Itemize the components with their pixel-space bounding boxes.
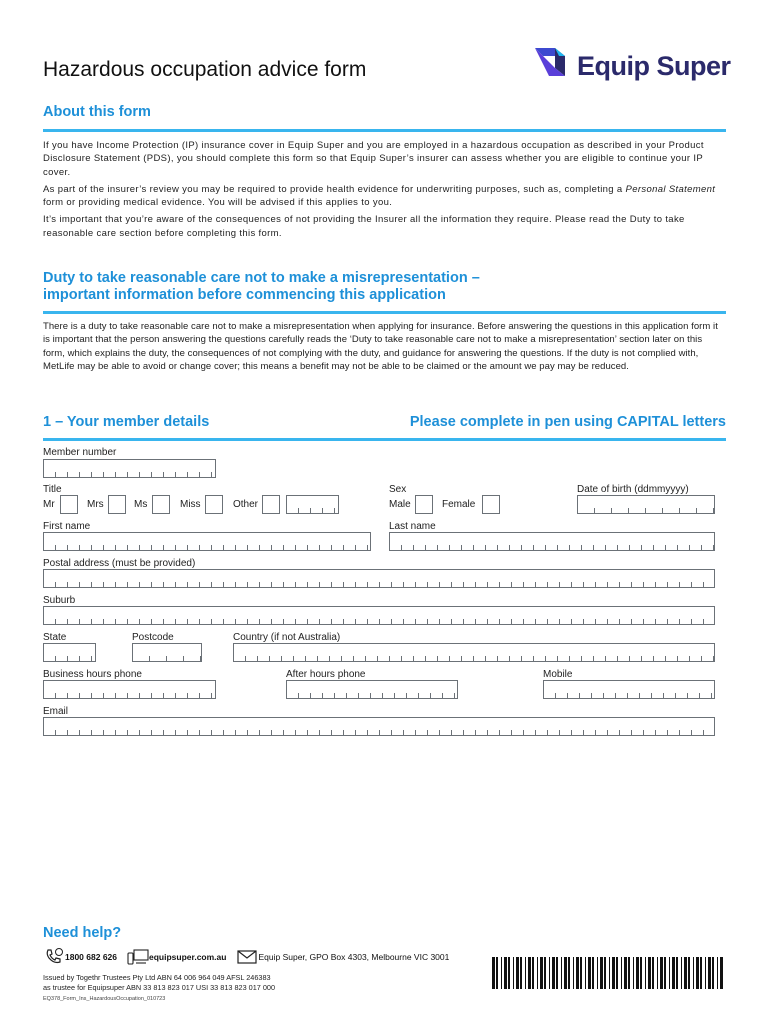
equip-super-logo	[535, 48, 731, 84]
first-name-label: First name	[43, 521, 91, 532]
other-title-input[interactable]	[286, 495, 339, 514]
male-label: Male	[389, 499, 411, 510]
section-1-heading: 1 – Your member details	[43, 414, 210, 430]
dob-input[interactable]	[577, 495, 715, 514]
member-number-input[interactable]	[43, 459, 216, 478]
devices-icon	[127, 948, 149, 966]
dob-label: Date of birth (ddmmyyyy)	[577, 484, 689, 495]
mail-icon	[236, 948, 258, 966]
contact-row	[43, 947, 449, 967]
member-number-label: Member number	[43, 447, 117, 458]
postcode-input[interactable]	[132, 643, 202, 662]
mrs-checkbox[interactable]	[108, 495, 126, 514]
postal-address-label: Postal address (must be provided)	[43, 558, 196, 569]
title-label: Title	[43, 484, 62, 495]
mobile-label: Mobile	[543, 669, 573, 680]
postal-address-input[interactable]	[43, 569, 715, 588]
business-phone-input[interactable]	[43, 680, 216, 699]
state-label: State	[43, 632, 67, 643]
about-paragraph-1: If you have Income Protection (IP) insurance cover in Equip Super and you are employed in a hazardous occupation as described in your Product Disclosure Statement (PDS), you should complete this form so that Equip Super’s insurer can assess whether you are eligible to continue your IP cover.	[43, 140, 704, 178]
postal-contact-address: Equip Super, GPO Box 4303, Melbourne VIC 3001	[258, 952, 450, 962]
postcode-label: Postcode	[132, 632, 174, 643]
email-input[interactable]	[43, 717, 715, 736]
about-text	[43, 139, 726, 244]
male-checkbox[interactable]	[415, 495, 433, 514]
last-name-input[interactable]	[389, 532, 715, 551]
duty-heading: Duty to take reasonable care not to make a misrepresentation – important information before commencing this application	[43, 270, 480, 303]
mr-label: Mr	[43, 499, 55, 510]
issued-by-line-1: Issued by Togethr Trustees Pty Ltd ABN 64 006 964 049 AFSL 246383	[43, 973, 271, 982]
sex-label: Sex	[389, 484, 407, 495]
email-label: Email	[43, 706, 69, 717]
after-hours-phone-input[interactable]	[286, 680, 458, 699]
need-help-heading: Need help?	[43, 925, 122, 941]
duty-text: There is a duty to take reasonable care not to make a misrepresentation when applying for insurance. Before answering the questions in this application form it is important that the person answering the questions carefully reads the ‘Duty to take reasonable care not to make a misrepresentation’ section later on this form, which explains the duty, the consequences of not complying with the duty, and guidance for answering the questions. If the duty is not complied with, MetLife may be able to avoid or change cover; this means a benefit may not be able to be claimed or the amount we pay may be reduced.	[43, 321, 718, 372]
capital-letters-note: Please complete in pen using CAPITAL letters	[409, 414, 726, 430]
website-link[interactable]: equipsuper.com.au	[149, 952, 227, 962]
about-paragraph-2: As part of the insurer’s review you may be required to provide health evidence for underwriting purposes, such as, completing a Personal Statement form or providing medical evidence. You will be advised if this applies to you.	[43, 183, 716, 209]
issued-by-line-2: as trustee for Equipsuper ABN 33 813 823 017 USI 33 813 823 017 000	[43, 983, 276, 992]
divider	[43, 311, 726, 314]
mr-checkbox[interactable]	[60, 495, 78, 514]
page-title: Hazardous occupation advice form	[43, 58, 367, 81]
country-label: Country (if not Australia)	[233, 632, 341, 643]
barcode	[492, 957, 726, 989]
after-hours-phone-label: After hours phone	[286, 669, 366, 680]
form-code: EQ378_Form_Ins_HazardousOccupation_010723	[43, 996, 166, 1002]
business-phone-label: Business hours phone	[43, 669, 142, 680]
suburb-label: Suburb	[43, 595, 76, 606]
mrs-label: Mrs	[87, 499, 104, 510]
divider	[43, 438, 726, 441]
ms-label: Ms	[134, 499, 148, 510]
female-checkbox[interactable]	[482, 495, 500, 514]
phone-number[interactable]: 1800 682 626	[65, 952, 117, 962]
other-checkbox[interactable]	[262, 495, 280, 514]
mobile-input[interactable]	[543, 680, 715, 699]
female-label: Female	[442, 499, 476, 510]
about-paragraph-3: It’s important that you’re aware of the consequences of not providing the Insurer all the information they require. Please read the Duty to take reasonable care section before completing this form.	[43, 214, 685, 239]
last-name-label: Last name	[389, 521, 436, 532]
about-heading: About this form	[43, 104, 151, 120]
state-input[interactable]	[43, 643, 96, 662]
phone-icon	[43, 948, 65, 966]
divider	[43, 129, 726, 132]
other-label: Other	[233, 499, 259, 510]
miss-checkbox[interactable]	[205, 495, 223, 514]
logo-wordmark: Equip Super	[577, 50, 731, 81]
ms-checkbox[interactable]	[152, 495, 170, 514]
country-input[interactable]	[233, 643, 715, 662]
suburb-input[interactable]	[43, 606, 715, 625]
equip-logo-icon	[535, 48, 571, 84]
first-name-input[interactable]	[43, 532, 371, 551]
miss-label: Miss	[180, 499, 201, 510]
